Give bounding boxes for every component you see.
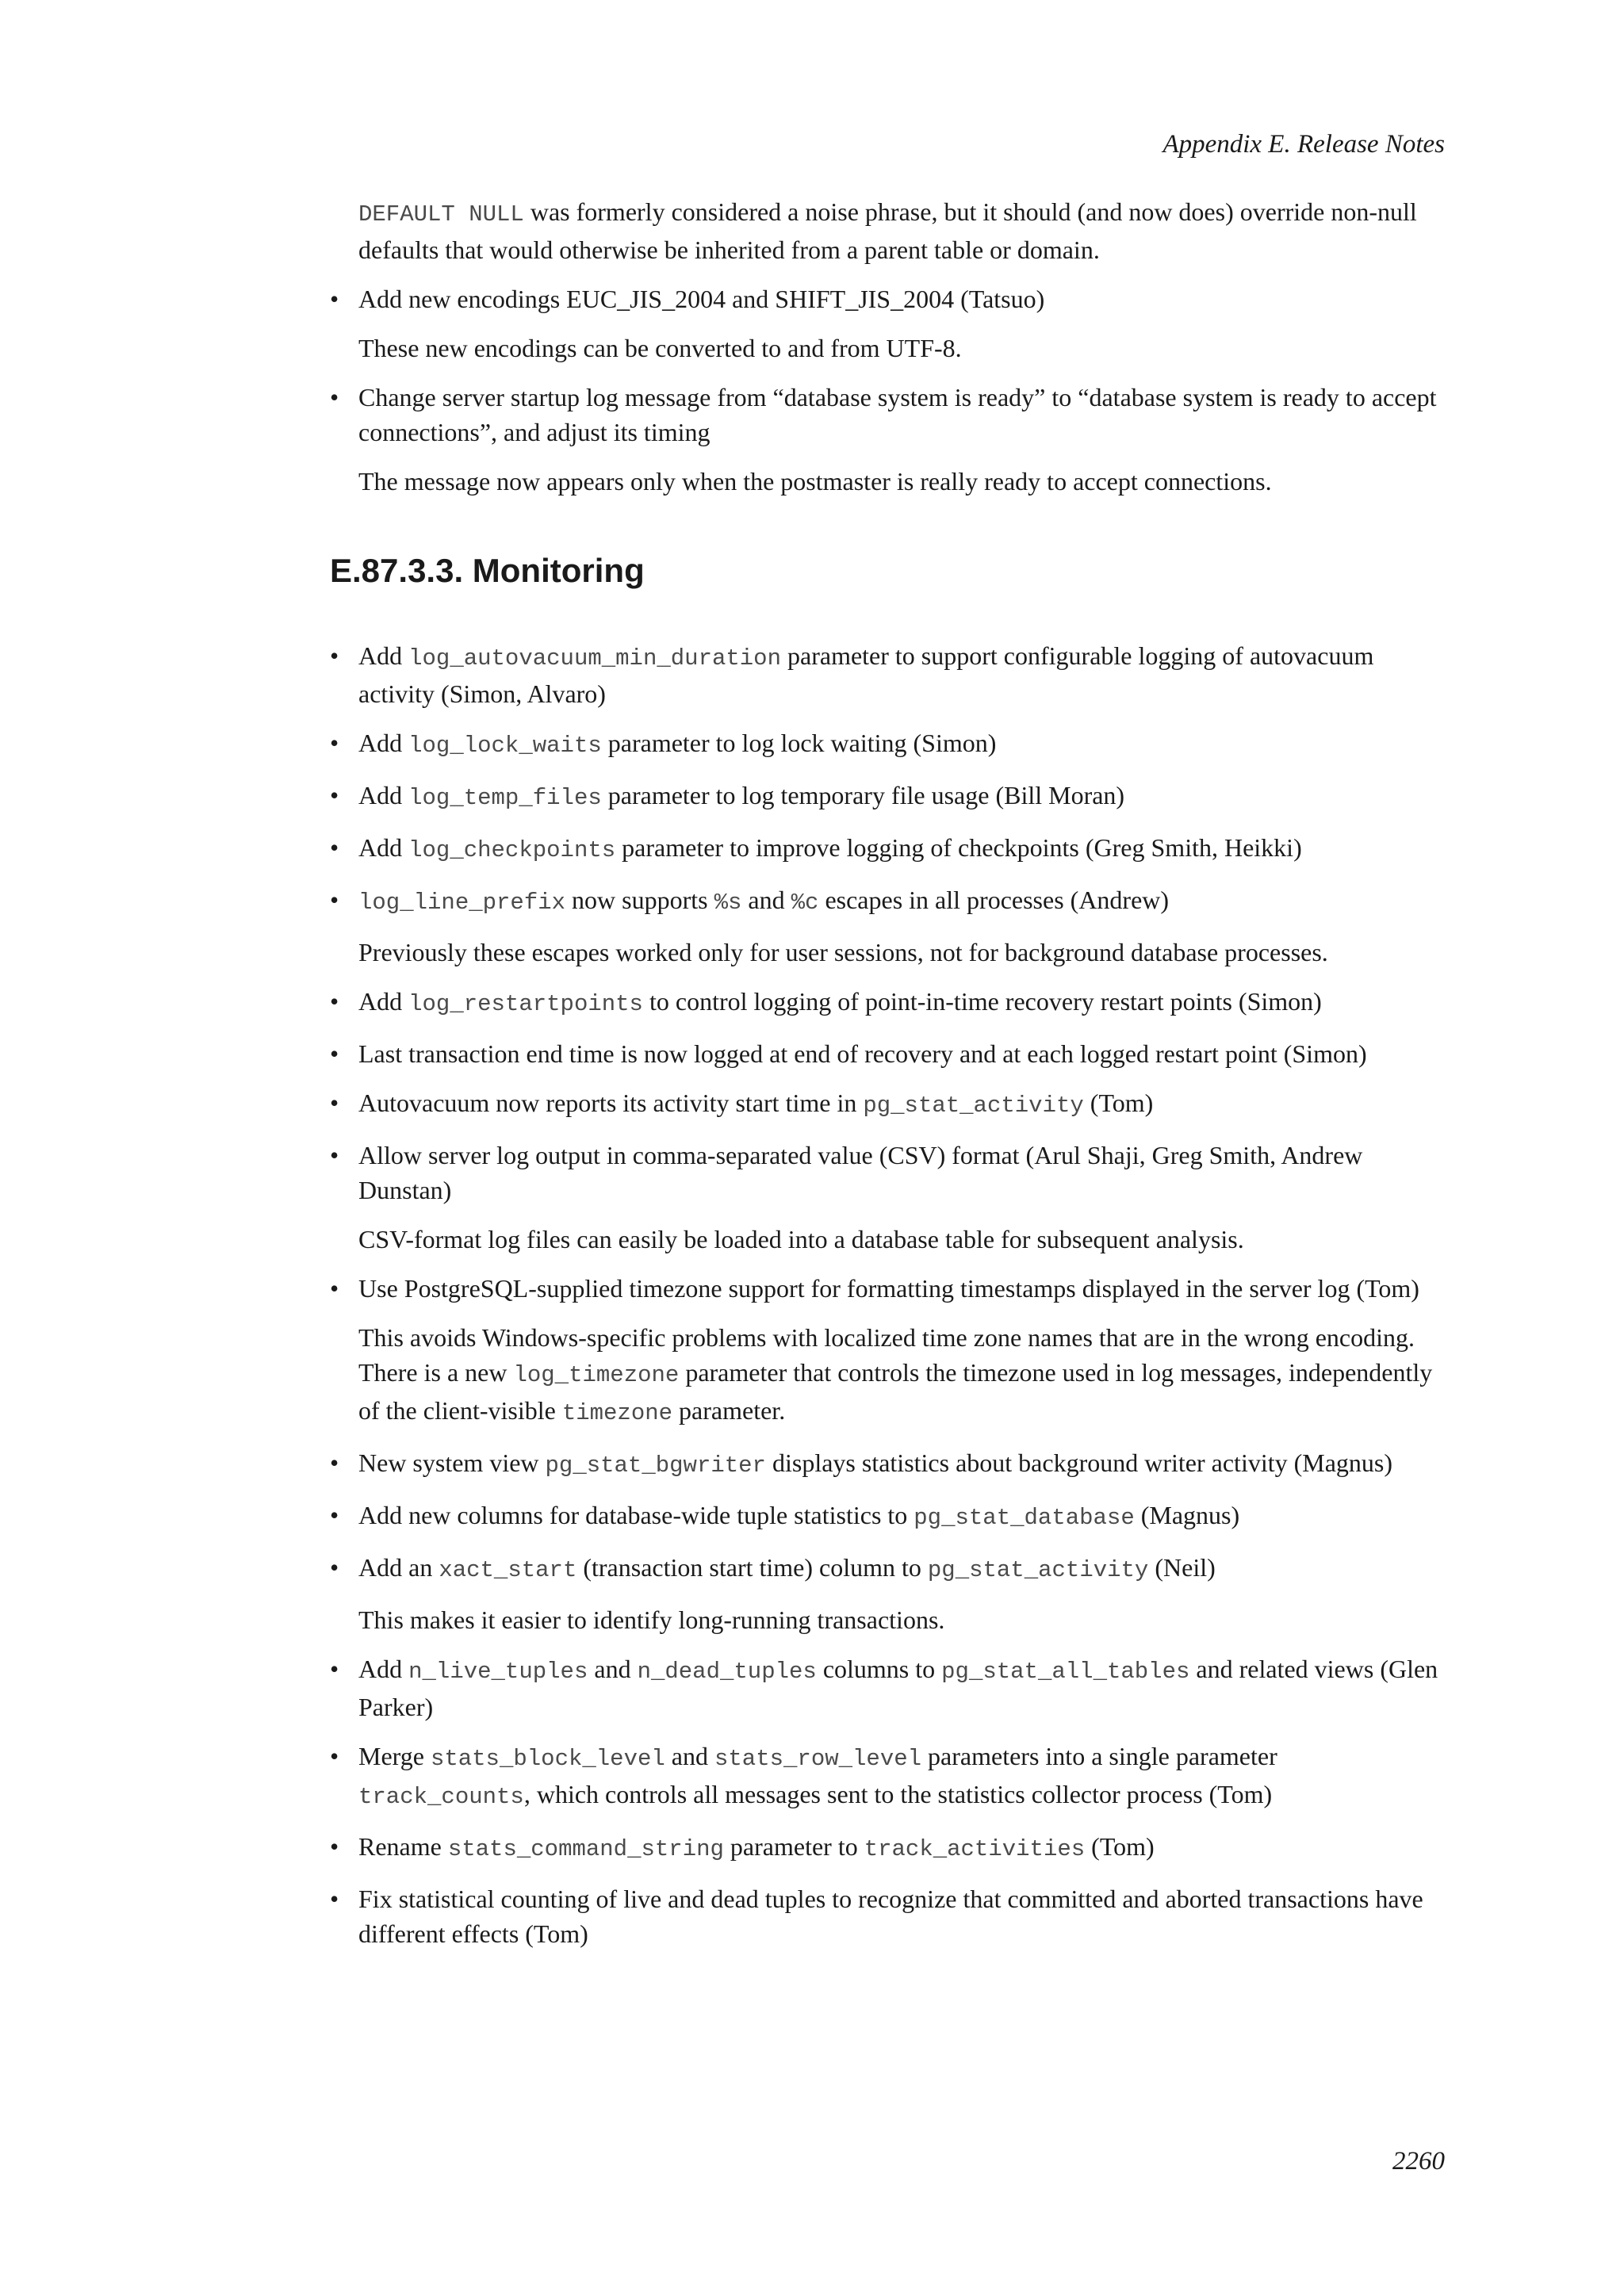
text-run: parameter that controls the timezone used in log messages, independently of the client-visible [358, 1358, 1433, 1425]
monitoring-list [330, 638, 1445, 1951]
list-item [330, 1036, 1445, 1071]
bullet: • [330, 1553, 339, 1582]
bullet: • [330, 1655, 339, 1683]
code-literal: xact_start [439, 1557, 577, 1583]
item-note: Previously these escapes worked only for user sessions, not for background database processes. [358, 938, 1328, 966]
item-text [358, 778, 1445, 816]
code-literal: log_timezone [513, 1362, 680, 1388]
text-run: now supports [565, 886, 714, 914]
item-note [358, 1320, 1445, 1431]
text-run: Autovacuum now reports its activity start time in [358, 1089, 864, 1117]
bullet: • [330, 729, 339, 757]
list-item [330, 281, 1445, 365]
list-item [330, 638, 1445, 711]
list-item [330, 984, 1445, 1022]
text-run: Add [358, 1655, 409, 1683]
text-run: (Magnus) [1134, 1501, 1240, 1529]
list-item [330, 1829, 1445, 1867]
code-literal: track_counts [358, 1784, 524, 1810]
text-run: Add [358, 781, 409, 809]
item-text: Allow server log output in comma-separated value (CSV) format (Arul Shaji, Greg Smith, Andrew Dunstan) [358, 1141, 1363, 1204]
list-item [330, 882, 1445, 970]
text-run: (Neil) [1148, 1553, 1216, 1582]
item-text [358, 1739, 1445, 1815]
bullet: • [330, 1501, 339, 1529]
section-heading: E.87.3.3. Monitoring [330, 552, 645, 589]
item-text [358, 1498, 1445, 1536]
text-run: Add [358, 833, 409, 862]
list-item [330, 380, 1445, 499]
bullet: • [330, 1742, 339, 1770]
code-literal: pg_stat_all_tables [941, 1659, 1190, 1685]
code-literal: log_restartpoints [408, 991, 643, 1017]
list-item [330, 1271, 1445, 1431]
bullet: • [330, 987, 339, 1016]
code-literal: n_live_tuples [408, 1659, 588, 1685]
text-run: Add [358, 641, 409, 670]
code-literal: n_dead_tuples [637, 1659, 817, 1685]
text-run: parameters into a single parameter [921, 1742, 1277, 1770]
code-literal: timezone [561, 1400, 673, 1426]
text-run: This avoids Windows-specific problems with localized time zone names that are in the wrong encoding. There is a new [358, 1323, 1415, 1387]
bullet: • [330, 886, 339, 914]
item-text [358, 1651, 1445, 1724]
item-text: Last transaction end time is now logged at end of recovery and at each logged restart point (Simon) [358, 1039, 1367, 1068]
text-run: displays statistics about background writer activity (Magnus) [765, 1448, 1393, 1477]
list-item [330, 1498, 1445, 1536]
item-text: Add new encodings EUC_JIS_2004 and SHIFT_JIS_2004 (Tatsuo) [358, 285, 1045, 313]
text-run: parameter to support configurable logging of autovacuum activity (Simon, Alvaro) [358, 641, 1374, 708]
code-literal: pg_stat_database [914, 1505, 1135, 1531]
item-text: Fix statistical counting of live and dead tuples to recognize that committed and aborted transactions have different effects (Tom) [358, 1885, 1423, 1948]
text-run: and [588, 1655, 638, 1683]
code-literal: log_autovacuum_min_duration [408, 645, 781, 672]
item-text [358, 638, 1445, 711]
code-literal: pg_stat_bgwriter [545, 1452, 766, 1479]
item-note: This makes it easier to identify long-running transactions. [358, 1605, 945, 1634]
item-text [358, 725, 1445, 763]
bullet: • [330, 1141, 339, 1169]
item-text [358, 830, 1445, 868]
text-run: Add [358, 987, 409, 1016]
text-run: parameter to improve logging of checkpoints (Greg Smith, Heikki) [615, 833, 1302, 862]
code-literal: %c [791, 890, 819, 916]
list-item [330, 778, 1445, 816]
text-run: to control logging of point-in-time recovery restart points (Simon) [642, 987, 1322, 1016]
code-literal: log_temp_files [408, 785, 602, 811]
list-item [330, 1651, 1445, 1724]
bullet: • [330, 1885, 339, 1913]
bullet: • [330, 833, 339, 862]
item-text [358, 1445, 1445, 1483]
list-item [330, 725, 1445, 763]
code-literal: log_line_prefix [358, 890, 566, 916]
text-run: parameter to log temporary file usage (Bill Moran) [601, 781, 1125, 809]
bullet: • [330, 641, 339, 670]
text-run: columns to [816, 1655, 942, 1683]
code-literal: log_lock_waits [408, 733, 602, 759]
code-literal: stats_block_level [430, 1746, 665, 1772]
page-number: 2260 [1392, 2147, 1445, 2175]
list-item [330, 1085, 1445, 1123]
code-literal: %s [714, 890, 742, 916]
running-header: Appendix E. Release Notes [1162, 130, 1445, 159]
list-item [330, 1550, 1445, 1637]
text-run: Merge [358, 1742, 431, 1770]
item-text [358, 984, 1445, 1022]
text-run: , which controls all messages sent to the statistics collector process (Tom) [523, 1780, 1273, 1808]
text-run: parameter to [723, 1832, 864, 1861]
bullet: • [330, 781, 339, 809]
list-item [330, 1445, 1445, 1483]
bullet: • [330, 1039, 339, 1068]
code-literal: pg_stat_activity [927, 1557, 1149, 1583]
code-literal: stats_row_level [714, 1746, 922, 1772]
item-text [358, 1085, 1445, 1123]
bullet: • [330, 1274, 339, 1303]
item-note: The message now appears only when the postmaster is really ready to accept connections. [358, 467, 1272, 496]
text-run: Add [358, 729, 409, 757]
list-item [330, 1138, 1445, 1257]
text-run: and related views (Glen Parker) [358, 1655, 1438, 1721]
item-text: Use PostgreSQL-supplied timezone support for formatting timestamps displayed in the server log (Tom) [358, 1274, 1419, 1303]
list-item [330, 830, 1445, 868]
text-run: escapes in all processes (Andrew) [818, 886, 1170, 914]
intro-list [330, 281, 1445, 499]
text-run: and [665, 1742, 714, 1770]
item-note: These new encodings can be converted to and from UTF-8. [358, 334, 962, 362]
default-null-text: was formerly considered a noise phrase, but it should (and now does) override non-null defaults that would otherwise be inherited from a parent table or domain. [358, 197, 1417, 264]
bullet: • [330, 383, 339, 411]
bullet: • [330, 1089, 339, 1117]
list-item [330, 1881, 1445, 1951]
item-text: Change server startup log message from “database system is ready” to “database system is ready to accept connections”, and adjust its timing [358, 383, 1437, 446]
item-text [358, 882, 1445, 920]
text-run: (Tom) [1083, 1089, 1154, 1117]
text-run: (transaction start time) column to [576, 1553, 928, 1582]
text-run: Add an [358, 1553, 439, 1582]
code-literal: stats_command_string [447, 1836, 724, 1862]
item-note: CSV-format log files can easily be loaded into a database table for subsequent analysis. [358, 1225, 1244, 1253]
code-default-null: DEFAULT NULL [358, 201, 524, 228]
text-run: Rename [358, 1832, 448, 1861]
bullet: • [330, 285, 339, 313]
item-text [358, 1829, 1445, 1867]
text-run: and [741, 886, 791, 914]
code-literal: log_checkpoints [408, 837, 616, 863]
code-literal: pg_stat_activity [863, 1093, 1084, 1119]
list-item [330, 1739, 1445, 1815]
text-run: parameter to log lock waiting (Simon) [601, 729, 997, 757]
default-null-paragraph [358, 194, 1445, 267]
bullet: • [330, 1832, 339, 1861]
page-content [330, 194, 1445, 1965]
text-run: New system view [358, 1448, 546, 1477]
text-run: (Tom) [1085, 1832, 1155, 1861]
code-literal: track_activities [864, 1836, 1086, 1862]
text-run: Add new columns for database-wide tuple statistics to [358, 1501, 914, 1529]
text-run: parameter. [672, 1396, 786, 1425]
bullet: • [330, 1448, 339, 1477]
item-text [358, 1550, 1445, 1588]
